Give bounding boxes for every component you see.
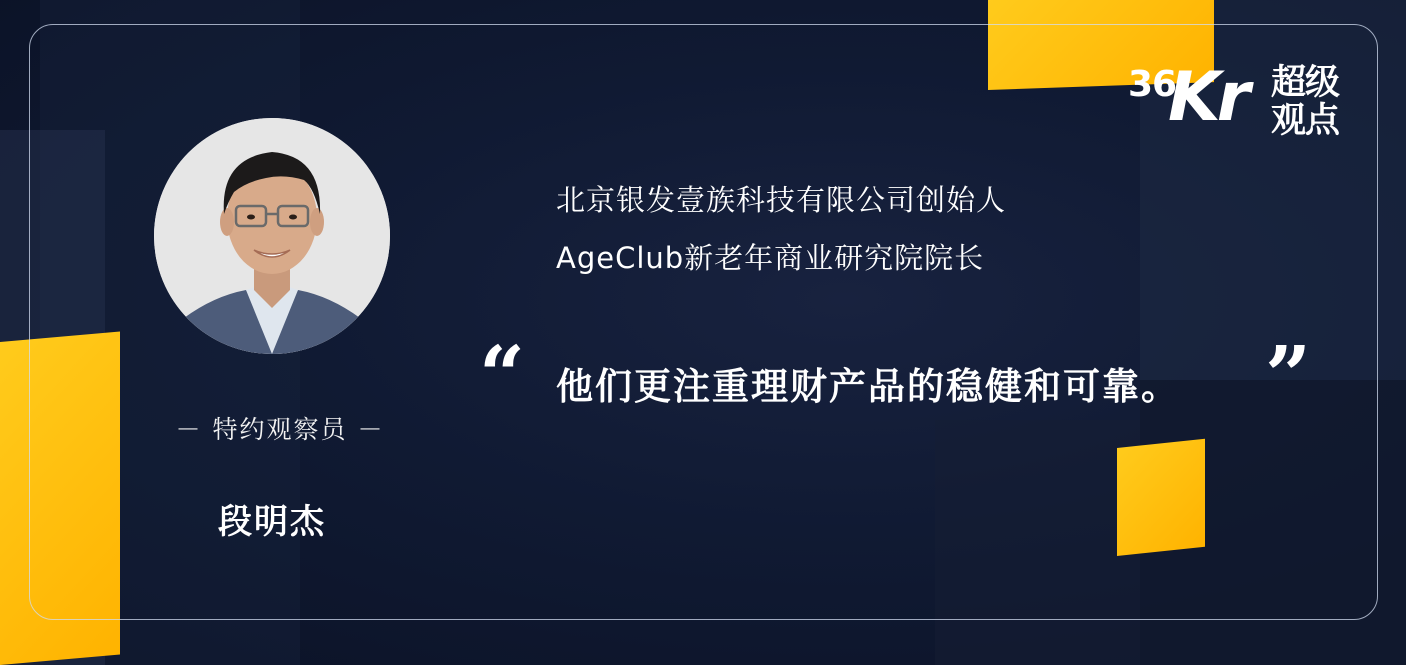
logo-tagline [1271,64,1361,140]
portrait-illustration [154,118,390,354]
role-label: － 特约观察员 － [175,415,385,444]
person-title-institute: AgeClub新老年商业研究院院长 [556,241,985,275]
logo-tagline-line2: 观点 [1271,101,1340,141]
logo-tagline-line1: 超级 [1271,63,1340,103]
person-name: 段明杰 [218,502,326,542]
open-quote-mark: “ [479,328,526,422]
close-quote-mark: ” [1265,328,1312,422]
brand-logo [1128,58,1358,142]
quote-text: 他们更注重理财产品的稳健和可靠。 [556,365,1180,408]
logo-letters: Kr [1168,58,1247,137]
logo-number: 36 [1128,64,1177,105]
avatar [154,118,390,354]
person-title-company: 北京银发壹族科技有限公司创始人 [556,183,1007,217]
